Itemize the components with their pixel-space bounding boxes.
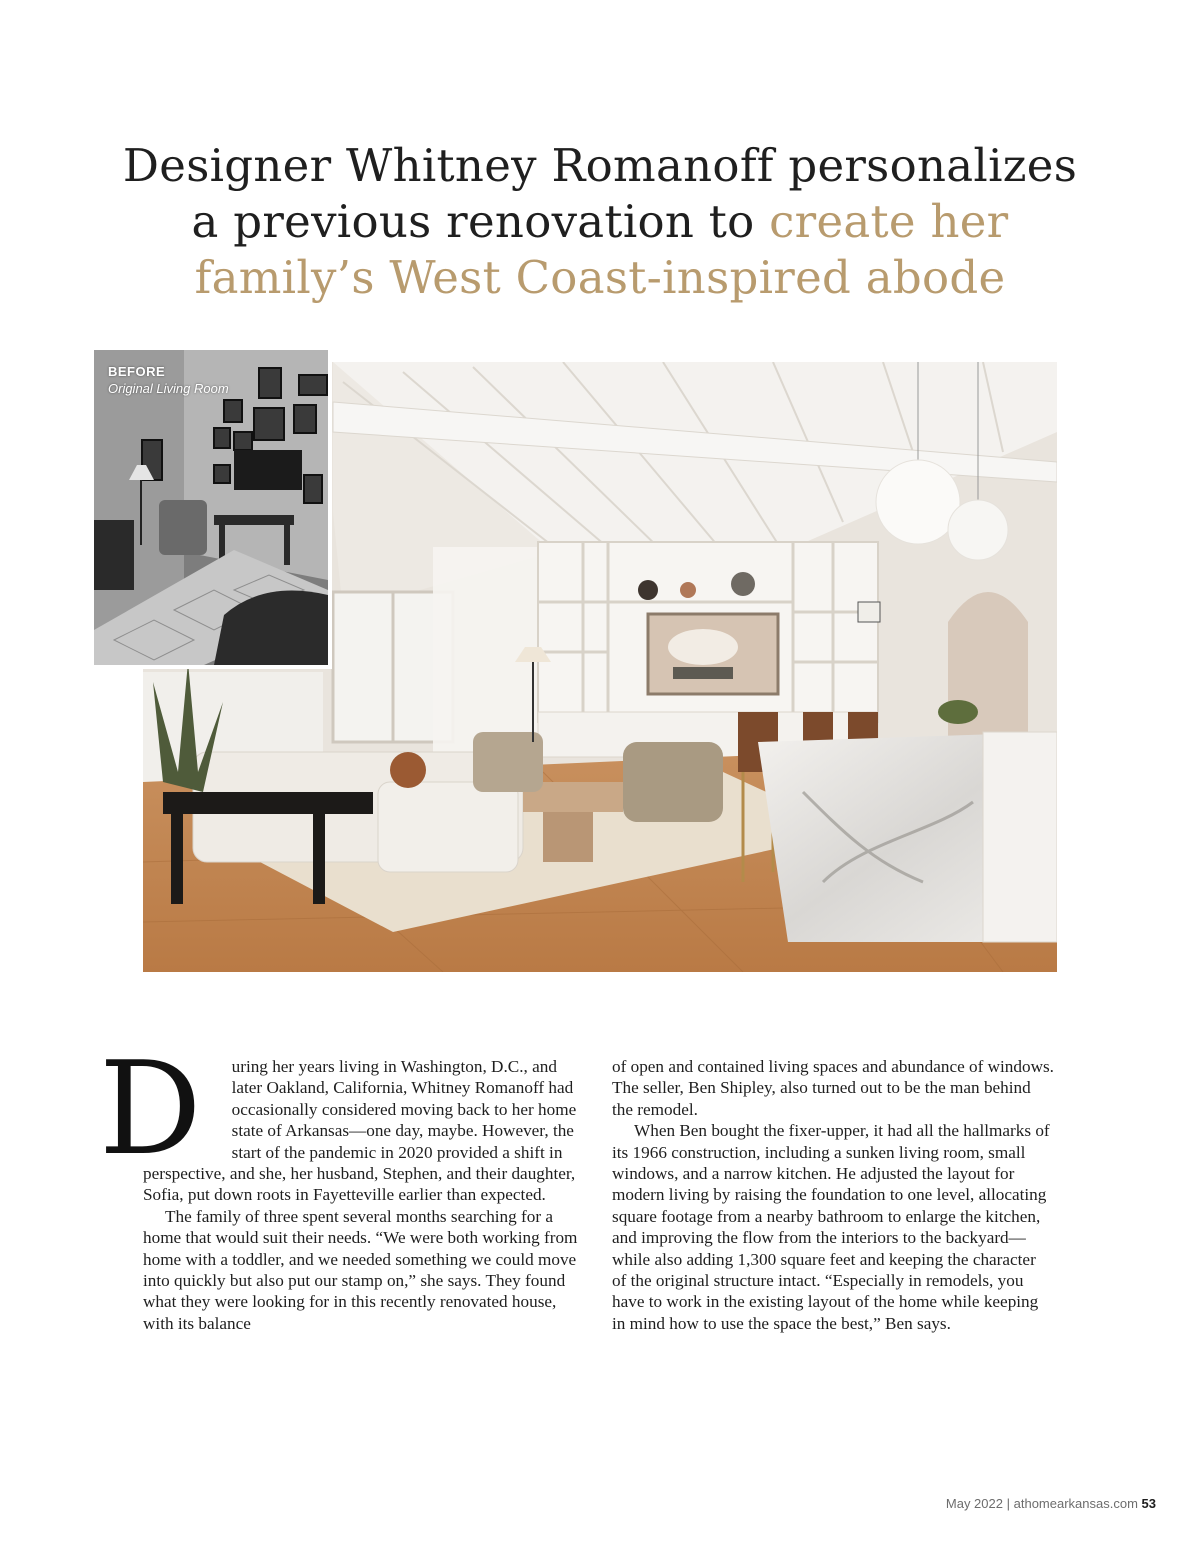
before-photo: [93, 349, 329, 666]
issue-date: May 2022: [945, 1496, 1003, 1511]
before-living-room-illustration: [94, 350, 328, 665]
article-paragraph-2: The family of three spent several months searching for a home that would suit their needs. “We were both working from home with a toddler, and we needed something we could move into quickly but also put our stamp on,” she says. They found what they were looking for in this recently renovated house, with its balance: [143, 1206, 578, 1333]
page-footer: [946, 1496, 1156, 1511]
before-caption: Original Living Room: [108, 381, 229, 396]
before-tag: BEFORE: [108, 364, 166, 379]
article-paragraph-1: [99, 1035, 585, 1206]
article-paragraph-1-text: uring her years living in Washington, D.C., and later Oakland, California, Whitney Romanoff had occasionally considered moving back to her home state of Arkansas—one day, maybe. However, the start of the pandemic in 2020 provided a shift in perspective, and she, her husband, Stephen, and their daughter, Sofia, put down roots in Fayetteville earlier than expected.: [143, 1057, 577, 1205]
headline: [60, 138, 1140, 306]
headline-line-3: family’s West Coast-inspired abode: [194, 251, 1006, 304]
article-column-2: [612, 1056, 1054, 1334]
headline-line-2-accent: create her: [769, 195, 1009, 248]
article-paragraph-4: When Ben bought the fixer-upper, it had all the hallmarks of its 1966 construction, including a sunken living room, small windows, and a narrow kitchen. He adjusted the layout for modern living by raising the foundation to one level, allocating square footage from a nearby bathroom to enlarge the kitchen, and improving the flow from the interiors to the backyard—while also adding 1,300 square feet and keeping the character of the original structure intact. “Especially in remodels, you have to work in the existing layout of the home while keeping in mind how to use the space the best,” Ben says.: [612, 1121, 1050, 1333]
headline-line-2-plain: a previous renovation to: [191, 195, 770, 248]
headline-line-2: [60, 194, 1140, 250]
headline-line-1: Designer Whitney Romanoff personalizes: [122, 139, 1078, 192]
article-paragraph-3: of open and contained living spaces and abundance of windows. The seller, Ben Shipley, also turned out to be the man behind the remodel.: [612, 1057, 1054, 1119]
site-name: athomearkansas.com: [1013, 1496, 1138, 1511]
footer-separator: |: [1006, 1496, 1010, 1511]
page-number: 53: [1141, 1496, 1156, 1511]
drop-cap: D: [99, 1035, 202, 1184]
article-column-1: [99, 1035, 585, 1334]
before-label: [108, 363, 229, 397]
